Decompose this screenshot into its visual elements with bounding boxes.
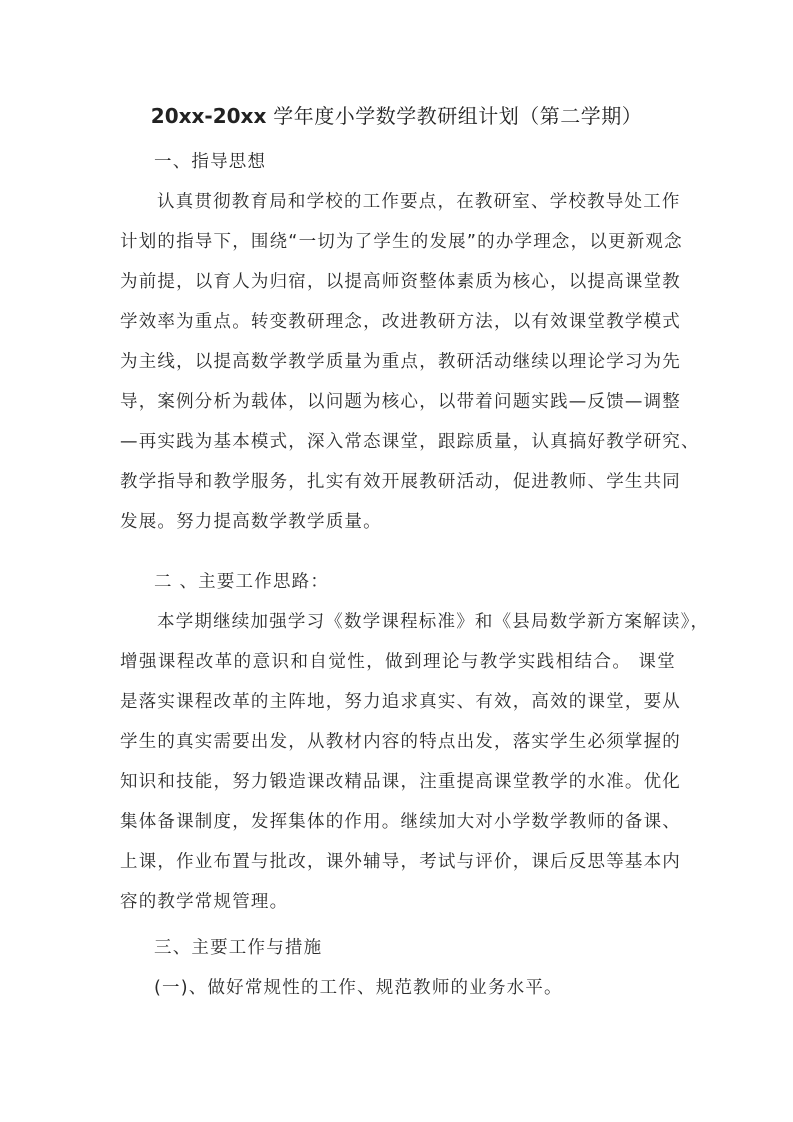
paragraph-line: 发展。努力提高数学教学质量。 bbox=[120, 512, 382, 532]
paragraph-line: 是落实课程改革的主阵地，努力追求真实、有效，高效的课堂，要从 bbox=[120, 692, 681, 712]
section-main-work-ideas bbox=[120, 562, 710, 922]
section-heading: 二 、主要工作思路： bbox=[154, 572, 330, 592]
paragraph-line: 增强课程改革的意识和自觉性，做到理论与教学实践相结合。 课堂 bbox=[120, 652, 676, 672]
paragraph-line: 学效率为重点。转变教研理念，改进教研方法，以有效课堂教学模式 bbox=[120, 312, 681, 332]
paragraph bbox=[120, 182, 700, 542]
paragraph-line: 认真贯彻教育局和学校的工作要点，在教研室、学校教导处工作 bbox=[157, 192, 681, 212]
paragraph-line: 计划的指导下，围绕“一切为了学生的发展”的办学理念，以更新观念 bbox=[120, 232, 683, 252]
paragraph-line: 知识和技能，努力锻造课改精品课，注重提高课堂教学的水准。优化 bbox=[120, 772, 681, 792]
paragraph-line: 集体备课制度，发挥集体的作用。继续加大对小学数学教师的备课、 bbox=[120, 812, 681, 832]
paragraph-line: 为主线，以提高数学教学质量为重点，教研活动继续以理论学习为先 bbox=[120, 352, 681, 372]
paragraph bbox=[120, 602, 710, 922]
paragraph-line: 本学期继续加强学习《数学课程标准》和《县局数学新方案解读》， bbox=[157, 612, 710, 632]
document-title bbox=[0, 101, 793, 131]
subsection-heading: (一)、做好常规性的工作、规范教师的业务水平。 bbox=[154, 978, 563, 998]
title-year-range: 20xx-20xx bbox=[150, 104, 267, 128]
section-guiding-ideology bbox=[120, 142, 700, 542]
paragraph-line: 导，案例分析为载体，以问题为核心，以带着问题实践—反馈—调整 bbox=[120, 392, 681, 412]
paragraph-line: 为前提，以育人为归宿，以提高师资整体素质为核心，以提高课堂教 bbox=[120, 272, 681, 292]
paragraph-line: 上课，作业布置与批改，课外辅导，考试与评价，课后反思等基本内 bbox=[120, 852, 681, 872]
paragraph-line: 容的教学常规管理。 bbox=[120, 892, 289, 912]
paragraph-line: 教学指导和教学服务，扎实有效开展教研活动，促进教师、学生共同 bbox=[120, 472, 681, 492]
section-heading: 一、指导思想 bbox=[154, 152, 267, 172]
paragraph-line: —再实践为基本模式，深入常态课堂，跟踪质量，认真搞好教学研究、 bbox=[120, 432, 700, 452]
title-text: 学年度小学数学教研组计划（第二学期） bbox=[266, 104, 643, 128]
paragraph-line: 学生的真实需要出发，从教材内容的特点出发，落实学生必须掌握的 bbox=[120, 732, 681, 752]
section-heading: 三、主要工作与措施 bbox=[154, 938, 323, 958]
section-main-work-measures bbox=[120, 928, 676, 1008]
